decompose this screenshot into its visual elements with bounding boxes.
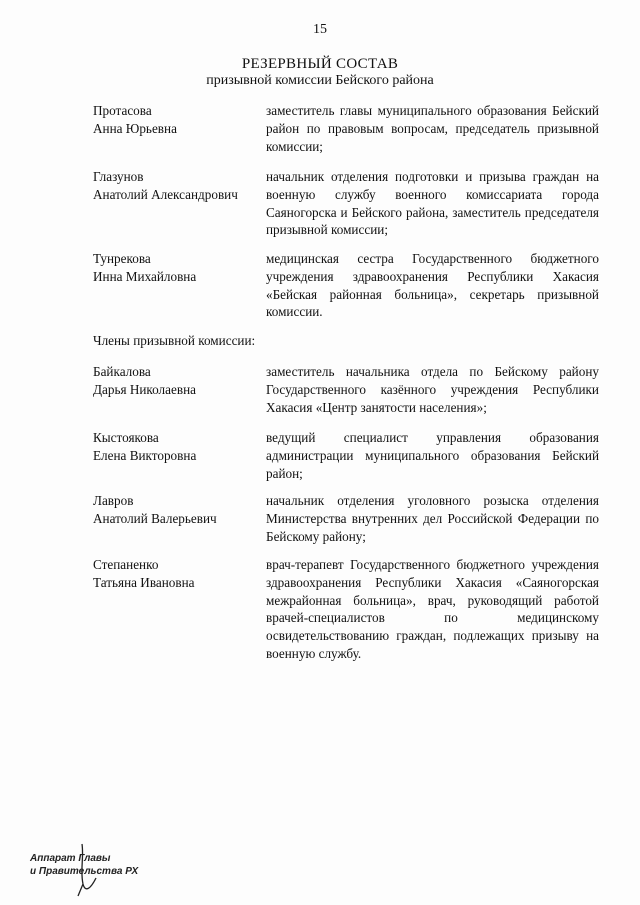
- signature-mark: [66, 840, 106, 900]
- person-name: [93, 556, 263, 592]
- person-surname: Байкалова: [93, 364, 151, 379]
- person-given-name: Татьяна Ивановна: [93, 574, 195, 590]
- person-surname: Кыстоякова: [93, 430, 159, 445]
- person-surname: Тунрекова: [93, 251, 151, 266]
- person-name: [93, 250, 263, 286]
- person-name: [93, 168, 263, 204]
- stamp-line: Аппарат Главы: [30, 853, 111, 864]
- page-number: 15: [313, 22, 327, 37]
- person-given-name: Анатолий Валерьевич: [93, 510, 217, 526]
- person-surname: Лавров: [93, 493, 134, 508]
- document-subtitle: призывной комиссии Бейского района: [206, 73, 434, 88]
- person-role: ведущий специалист управления образования администрации муниципального образования Бейский район;: [266, 430, 599, 481]
- person-name: [93, 102, 263, 138]
- person-given-name: Анна Юрьевна: [93, 120, 177, 136]
- person-given-name: Инна Михайловна: [93, 268, 197, 284]
- document-title: РЕЗЕРВНЫЙ СОСТАВ: [241, 56, 399, 72]
- person-name: [93, 429, 263, 465]
- members-section-label: Члены призывной комиссии:: [93, 333, 256, 348]
- person-name: [93, 363, 263, 399]
- person-given-name: Елена Викторовна: [93, 447, 197, 463]
- person-role: заместитель начальника отдела по Бейскому району Государственного казённого учреждения Республики Хакасия «Центр занятости населения»;: [266, 364, 599, 415]
- person-surname: Протасова: [93, 103, 152, 118]
- person-surname: Глазунов: [93, 169, 144, 184]
- person-given-name: Анатолий Александрович: [93, 186, 238, 202]
- person-role: начальник отделения подготовки и призыва граждан на военную службу военного комиссариата города Саяногорска и Бейского района, заместитель председателя призывной комиссии;: [266, 169, 599, 238]
- person-given-name: Дарья Николаевна: [93, 381, 196, 397]
- person-role: заместитель главы муниципального образования Бейский район по правовым вопросам, председатель призывной комиссии;: [266, 103, 599, 154]
- stamp-line: и Правительства РХ: [30, 866, 139, 877]
- person-role: начальник отделения уголовного розыска отделения Министерства внутренних дел Российской Федерации по Бейскому району;: [266, 493, 599, 544]
- person-role: врач-терапевт Государственного бюджетного учреждения здравоохранения Республики Хакасия «Саяногорская межрайонная больница», врач, руководящий работой врачей-специалистов по медицинскому освидетельствованию граждан, подлежащих призыву на военную службу.: [266, 557, 599, 661]
- person-name: [93, 492, 263, 528]
- person-surname: Степаненко: [93, 557, 159, 572]
- person-role: медицинская сестра Государственного бюджетного учреждения здравоохранения Республики Хакасия «Бейская районная больница», секретарь призывной комиссии.: [266, 251, 599, 320]
